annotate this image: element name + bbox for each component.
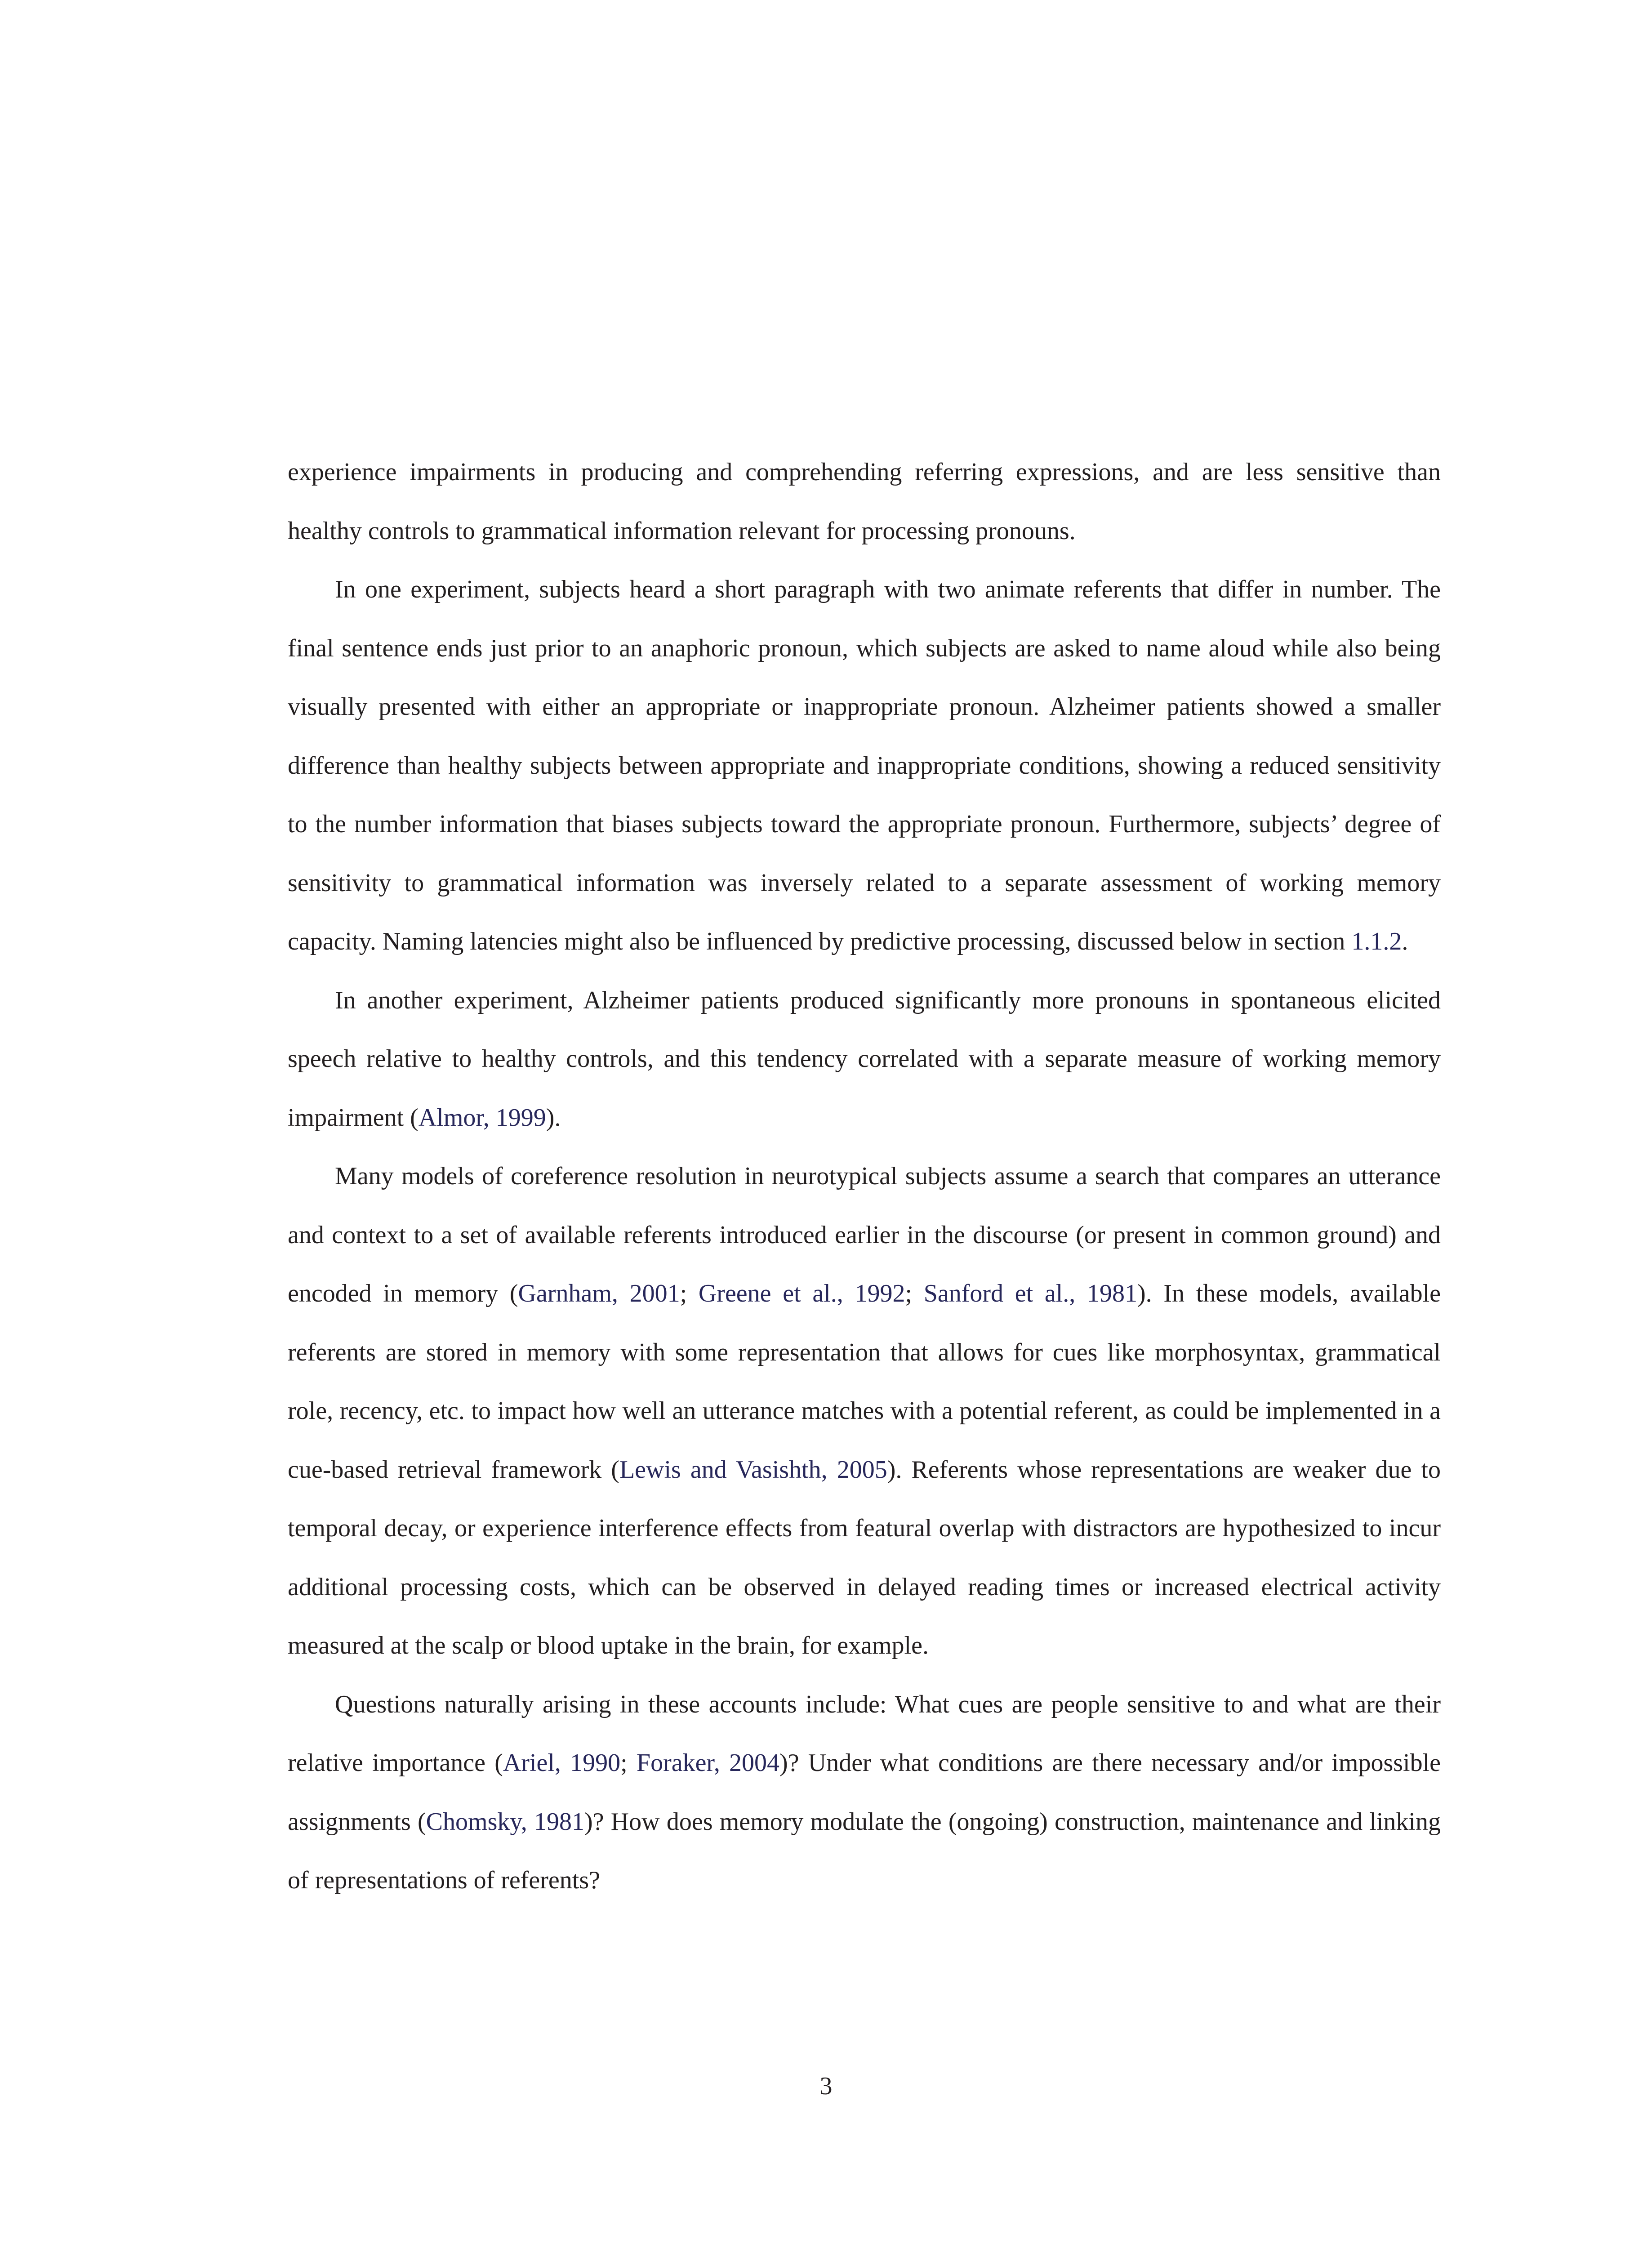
paragraph-text: . bbox=[1402, 928, 1408, 955]
paragraph-text: ). In these models, available referents are stored in memory with some representation that allows for cues like morphosyntax, grammatical role, recency, etc. to impact how well an utterance matches with a potential referent, as could be implemented in a cue-based retrieval framework ( bbox=[288, 1280, 1441, 1484]
citation-link-garnham[interactable]: Garnham, 2001 bbox=[518, 1280, 680, 1307]
citation-link-greene[interactable]: Greene et al., 1992 bbox=[698, 1280, 905, 1307]
paragraph-text: ; bbox=[905, 1280, 924, 1307]
citation-link-lewis-vasishth[interactable]: Lewis and Vasishth, 2005 bbox=[619, 1455, 887, 1484]
citation-link-foraker[interactable]: Foraker, 2004 bbox=[636, 1749, 780, 1777]
paragraph-text: Questions naturally arising in these accounts include: What cues are people sensitive to and what are their relative importance ( bbox=[288, 1690, 1441, 1777]
paragraph-text: )? How does memory modulate the (ongoing) construction, maintenance and linking of representations of referents? bbox=[288, 1807, 1441, 1894]
paragraph-text: ). bbox=[546, 1103, 561, 1132]
paragraph-text: )? Under what conditions are there necessary and/or impossible assignments ( bbox=[288, 1749, 1441, 1836]
citation-link-almor[interactable]: Almor, 1999 bbox=[418, 1103, 546, 1132]
citation-link-chomsky[interactable]: Chomsky, 1981 bbox=[426, 1807, 584, 1836]
body-text bbox=[288, 443, 1441, 1910]
paragraph-text: In one experiment, subjects heard a short paragraph with two animate referents that differ in number. The final sentence ends just prior to an anaphoric pronoun, which subjects are asked to name aloud while also being visually presented with either an appropriate or inappropriate pronoun. Alzheimer patients showed a smaller difference than healthy subjects between appropriate and inappropriate conditions, showing a reduced sensitivity to the number information that biases subjects toward the appropriate pronoun. Furthermore, subjects’ degree of sensitivity to grammatical information was inversely related to a separate assessment of working memory capacity. Naming latencies might also be influenced by predictive processing, discussed below in section bbox=[288, 575, 1441, 955]
paragraph-text: experience impairments in producing and comprehending referring expressions, and are less sensitive than healthy controls to grammatical information relevant for processing pronouns. bbox=[288, 458, 1441, 545]
paragraph-text: Many models of coreference resolution in neurotypical subjects assume a search that compares an utterance and context to a set of available referents introduced earlier in the discourse (or present in common ground) and encoded in memory ( bbox=[288, 1162, 1441, 1307]
paragraph-3 bbox=[288, 971, 1441, 1147]
page-number: 3 bbox=[819, 2072, 833, 2100]
section-reference-link[interactable]: 1.1.2 bbox=[1351, 928, 1402, 955]
paragraph-text: ). Referents whose representations are weaker due to temporal decay, or experience interference effects from featural overlap with distractors are hypothesized to incur additional processing costs, which can be observed in delayed reading times or increased electrical activity measured at the scalp or blood uptake in the brain, for example. bbox=[288, 1455, 1441, 1659]
paragraph-1 bbox=[288, 443, 1441, 560]
paragraph-2 bbox=[288, 560, 1441, 971]
paragraph-text: ; bbox=[620, 1749, 637, 1777]
paragraph-text: ; bbox=[680, 1280, 699, 1307]
paragraph-text: In another experiment, Alzheimer patients produced significantly more pronouns in spontaneous elicited speech relative to healthy controls, and this tendency correlated with a separate measure of working memory impairment ( bbox=[288, 986, 1441, 1132]
citation-link-sanford[interactable]: Sanford et al., 1981 bbox=[923, 1280, 1137, 1307]
paragraph-4 bbox=[288, 1147, 1441, 1675]
citation-link-ariel[interactable]: Ariel, 1990 bbox=[503, 1749, 621, 1777]
paragraph-5 bbox=[288, 1675, 1441, 1910]
